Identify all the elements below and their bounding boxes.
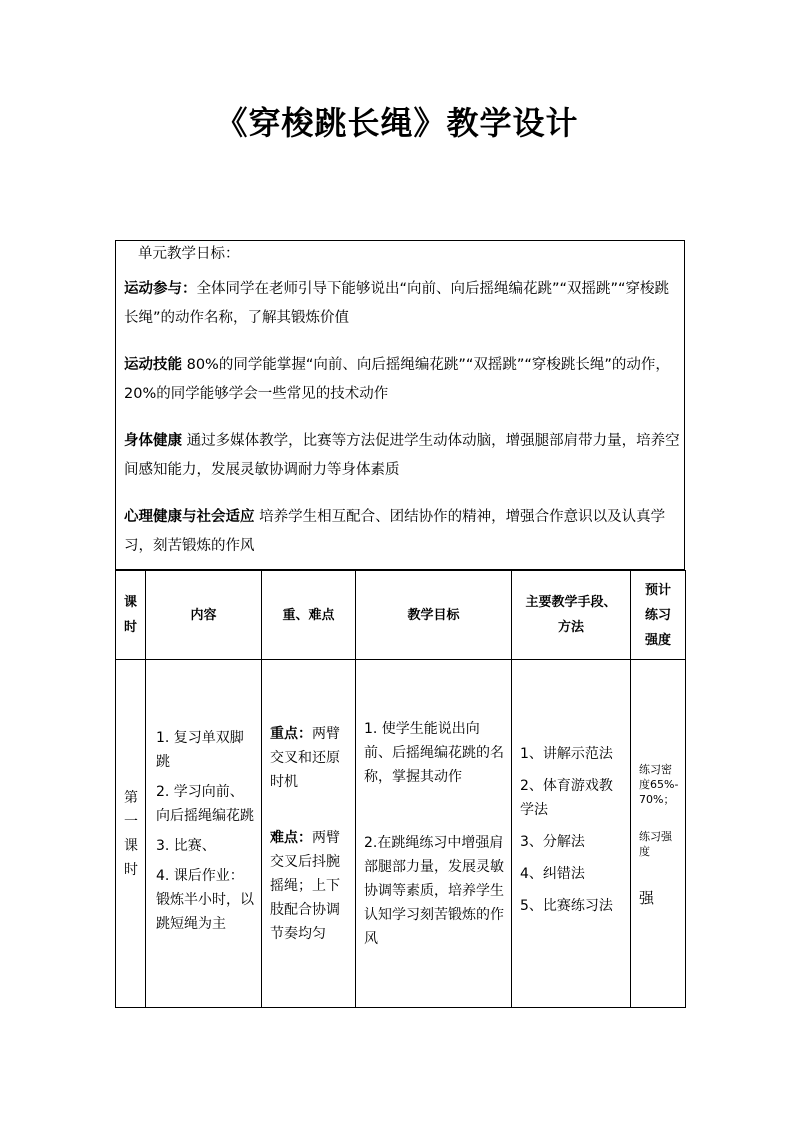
header-content: 内容 — [146, 571, 262, 660]
key-point — [270, 722, 349, 794]
goal-text: 80%的同学能掌握“向前、向后摇绳编花跳”“双摇跳”“穿梭跳长绳”的动作，20%的同学能够学会一些常见的技术动作 — [124, 357, 670, 402]
header-key-points: 重、难点 — [262, 571, 356, 660]
goal-sport-skill — [124, 351, 680, 409]
method-item: 4、纠错法 — [520, 865, 585, 882]
header-goals: 教学目标 — [356, 571, 512, 660]
method-item: 5、比赛练习法 — [520, 897, 613, 914]
goal-text: 培养学生相互配合、团结协作的精神，增强合作意识以及认真学习，刻苦锻炼的作风 — [124, 509, 666, 554]
table-row — [116, 660, 686, 1008]
intensity-cell — [631, 660, 686, 1008]
unit-goals-heading: 单元教学日标： — [138, 246, 240, 262]
difficult-text: 两臂交叉后抖腕摇绳；上下肢配合协调节奏均匀 — [270, 829, 340, 942]
methods-cell — [512, 660, 631, 1008]
intensity-density: 练习密度65%-70%； — [639, 762, 679, 806]
key-text: 两臂交叉和还原时机 — [270, 725, 340, 790]
goals-cell — [356, 660, 512, 1008]
goal-text: 全体同学在老师引导下能够说出“向前、向后摇绳编花跳”“双摇跳”“穿梭跳长绳”的动作名称，了解其锻炼价值 — [124, 281, 670, 326]
goal-label: 运动参与： — [124, 281, 197, 297]
table-header-row — [116, 571, 686, 660]
header-intensity: 预计练习强度 — [631, 571, 686, 660]
header-period: 课时 — [116, 571, 146, 660]
goal-physical-health — [124, 427, 680, 485]
method-item: 1、讲解示范法 — [520, 745, 613, 762]
goal-text: 通过多媒体教学，比赛等方法促进学生动体动脑，增强腿部肩带力量，培养空间感知能力，发展灵敏协调耐力等身体素质 — [124, 433, 680, 478]
goal-mental-social — [124, 503, 680, 561]
method-item: 2、体育游戏教学法 — [520, 777, 613, 818]
key-label: 重点： — [270, 725, 312, 742]
content-cell — [146, 660, 262, 1008]
content-item: 3. 比赛、 — [156, 837, 216, 854]
difficult-label: 难点： — [270, 829, 312, 846]
goal-label: 运动技能 — [124, 357, 182, 373]
content-item: 2. 学习向前、向后摇绳编花跳 — [156, 783, 254, 824]
document-title: 《穿梭跳长绳》教学设计 — [215, 104, 579, 142]
period-cell: 第一课时 — [116, 660, 146, 1008]
goal-label: 身体健康 — [124, 433, 182, 449]
lesson-table — [115, 570, 686, 1008]
teaching-goal: 2.在跳绳练习中增强肩部腿部力量，发展灵敏协调等素质，培养学生认知学习刻苦锻炼的作风 — [364, 834, 504, 947]
content-item: 4. 课后作业：锻炼半小时，以跳短绳为主 — [156, 867, 254, 932]
unit-goals-box — [115, 240, 685, 570]
content-item: 1. 复习单双脚跳 — [156, 729, 244, 770]
header-methods: 主要教学手段、方法 — [512, 571, 631, 660]
goal-label: 心理健康与社会适应 — [124, 509, 255, 525]
intensity-label: 练习强度 — [639, 829, 672, 858]
difficult-point — [270, 826, 349, 946]
key-points-cell — [262, 660, 356, 1008]
goal-sport-participation — [124, 275, 680, 333]
method-item: 3、分解法 — [520, 833, 585, 850]
intensity-value: 强 — [639, 888, 655, 907]
teaching-goal: 1. 使学生能说出向前、后摇绳编花跳的名称，掌握其动作 — [364, 720, 504, 785]
